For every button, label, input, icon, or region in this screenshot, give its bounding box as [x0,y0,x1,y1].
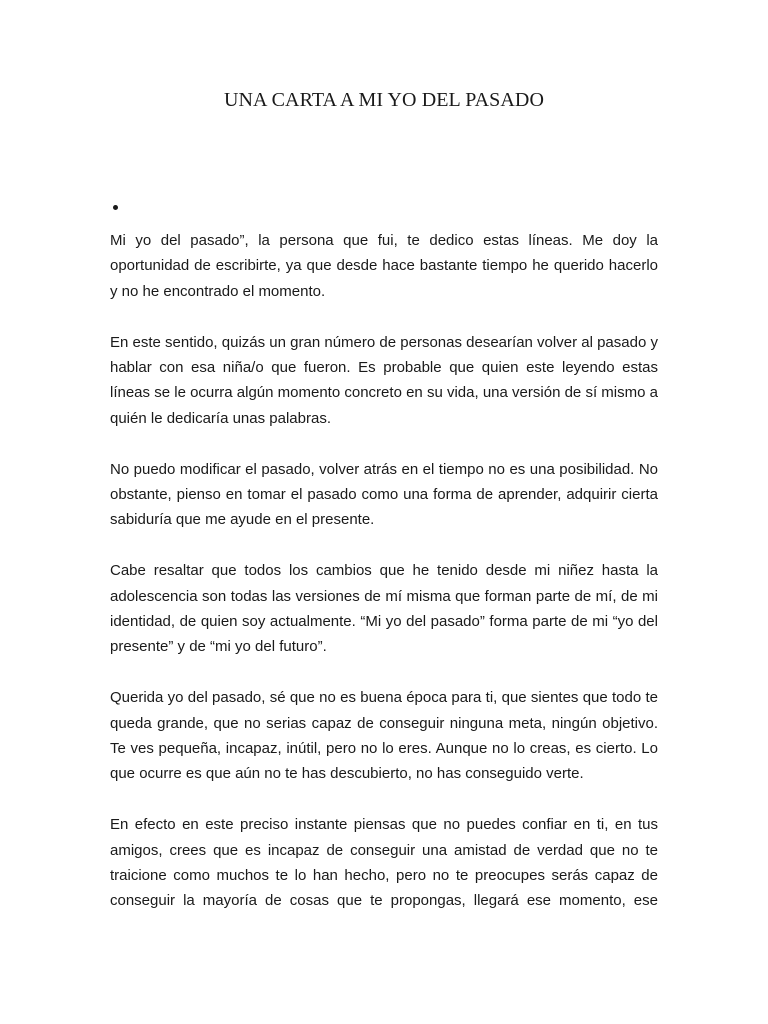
paragraph-6: En efecto en este preciso instante piensas que no puedes confiar en ti, en tus amigos, crees que es incapaz de conseguir una amistad de verdad que no te traicione como muchos te lo han hecho, pero no te preocupes serás capaz de conseguir la mayoría de cosas que te propongas, llegará ese momento, ese [110,816,658,910]
paragraph-3: No puedo modificar el pasado, volver atrás en el tiempo no es una posibilidad. No obstante, pienso en tomar el pasado como una forma de aprender, adquirir cierta sabiduría que me ayude en el presente. [110,460,658,529]
paragraph-1: Mi yo del pasado”, la persona que fui, te dedico estas líneas. Me doy la oportunidad de escribirte, ya que desde hace bastante tiempo he querido hacerlo y no he encontrado el momento. [110,232,658,300]
paragraph-4: Cabe resaltar que todos los cambios que he tenido desde mi niñez hasta la adolescencia son todas las versiones de mí misma que forman parte de mí, de mi identidad, de quien soy actualmente. “Mi yo del pasado” forma parte de mi “yo del presente” y de “mi yo del futuro”. [110,562,658,656]
document-body [110,228,658,939]
document-title: UNA CARTA A MI YO DEL PASADO [223,89,545,111]
bullet-point [113,204,121,212]
paragraph-5: Querida yo del pasado, sé que no es buena época para ti, que sientes que todo te queda grande, que no serias capaz de conseguir ninguna meta, ningún objetivo. Te ves pequeña, incapaz, inútil, pero no lo eres. Aunque no lo creas, es cierto. Lo que ocurre es que aún no te has descubierto, no has conseguido verte. [110,689,658,783]
bullet-dot-icon [113,205,118,210]
paragraph-2: En este sentido, quizás un gran número de personas desearían volver al pasado y hablar con esa niña/o que fueron. Es probable que quien este leyendo estas líneas se le ocurra algún momento concreto en su vida, una versión de sí mismo a quién le dedicaría unas palabras. [110,333,658,427]
